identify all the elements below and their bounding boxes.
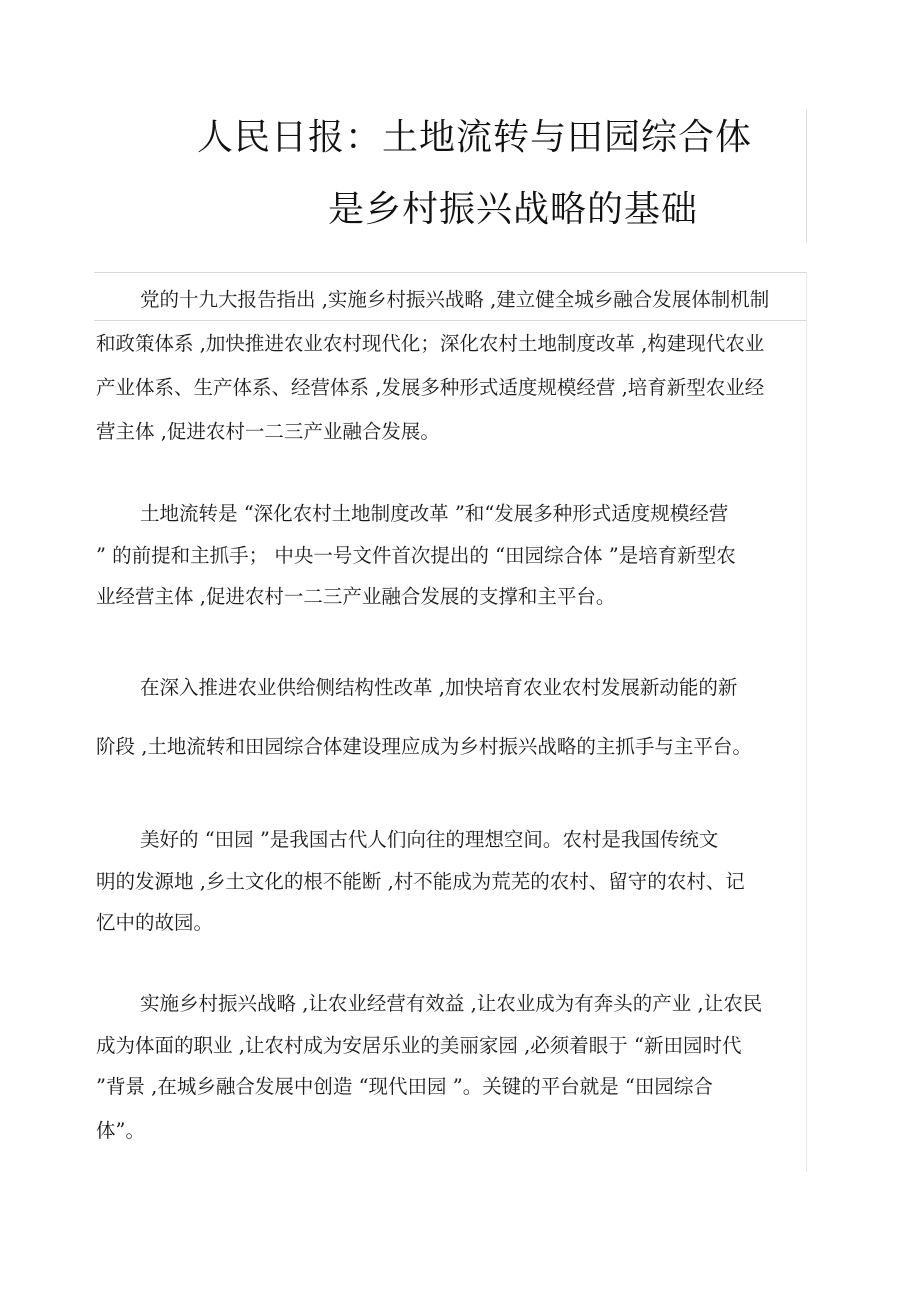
paragraph-line: ”背景 ,在城乡融合发展中创造 “现代田园 ”。关键的平台就是 “田园综合 [96, 1075, 713, 1098]
paragraph-line: 明的发源地 ,乡土文化的根不能断 ,村不能成为荒芜的农村、留守的农村、记 [96, 870, 745, 893]
paragraph-line: ” 的前提和主抓手； 中央一号文件首次提出的 “田园综合体 ”是培育新型农 [96, 544, 736, 567]
paragraph-line: 实施乡村振兴战略 ,让农业经营有效益 ,让农业成为有奔头的产业 ,让农民 [140, 992, 763, 1015]
paragraph-line: 和政策体系 ,加快推进农业农村现代化；深化农村土地制度改革 ,构建现代农业 [96, 332, 765, 355]
vertical-rule [806, 110, 807, 242]
paragraph-line: 体”。 [96, 1119, 145, 1142]
paragraph-line: 产业体系、生产体系、经营体系 ,发展多种形式适度规模经营 ,培育新型农业经 [96, 376, 765, 399]
paragraph-line: 营主体 ,促进农村一二三产业融合发展。 [96, 420, 440, 443]
page-title-line-2: 是乡村振兴战略的基础 [328, 189, 699, 230]
paragraph-line: 党的十九大报告指出 ,实施乡村振兴战略 ,建立健全城乡融合发展体制机制 [140, 288, 770, 311]
paragraph-line: 阶段 ,土地流转和田园综合体建设理应成为乡村振兴战略的主抓手与主平台。 [96, 735, 752, 758]
page-title-line-1: 人民日报：土地流转与田园综合体 [197, 117, 753, 158]
paragraph-line: 在深入推进农业供给侧结构性改革 ,加快培育农业农村发展新动能的新 [140, 676, 738, 699]
paragraph-line: 成为体面的职业 ,让农村成为安居乐业的美丽家园 ,必须着眼于 “新田园时代 [96, 1034, 742, 1057]
paragraph-line: 土地流转是 “深化农村土地制度改革 ”和“发展多种形式适度规模经营 [140, 502, 729, 525]
horizontal-rule [94, 272, 806, 273]
horizontal-rule [94, 320, 806, 321]
paragraph-line: 业经营主体 ,促进农村一二三产业融合发展的支撑和主平台。 [96, 585, 616, 608]
paragraph-line: 忆中的故园。 [96, 911, 214, 934]
paragraph-line: 美好的 “田园 ”是我国古代人们向往的理想空间。农村是我国传统文 [140, 828, 719, 851]
vertical-rule [806, 272, 807, 1172]
